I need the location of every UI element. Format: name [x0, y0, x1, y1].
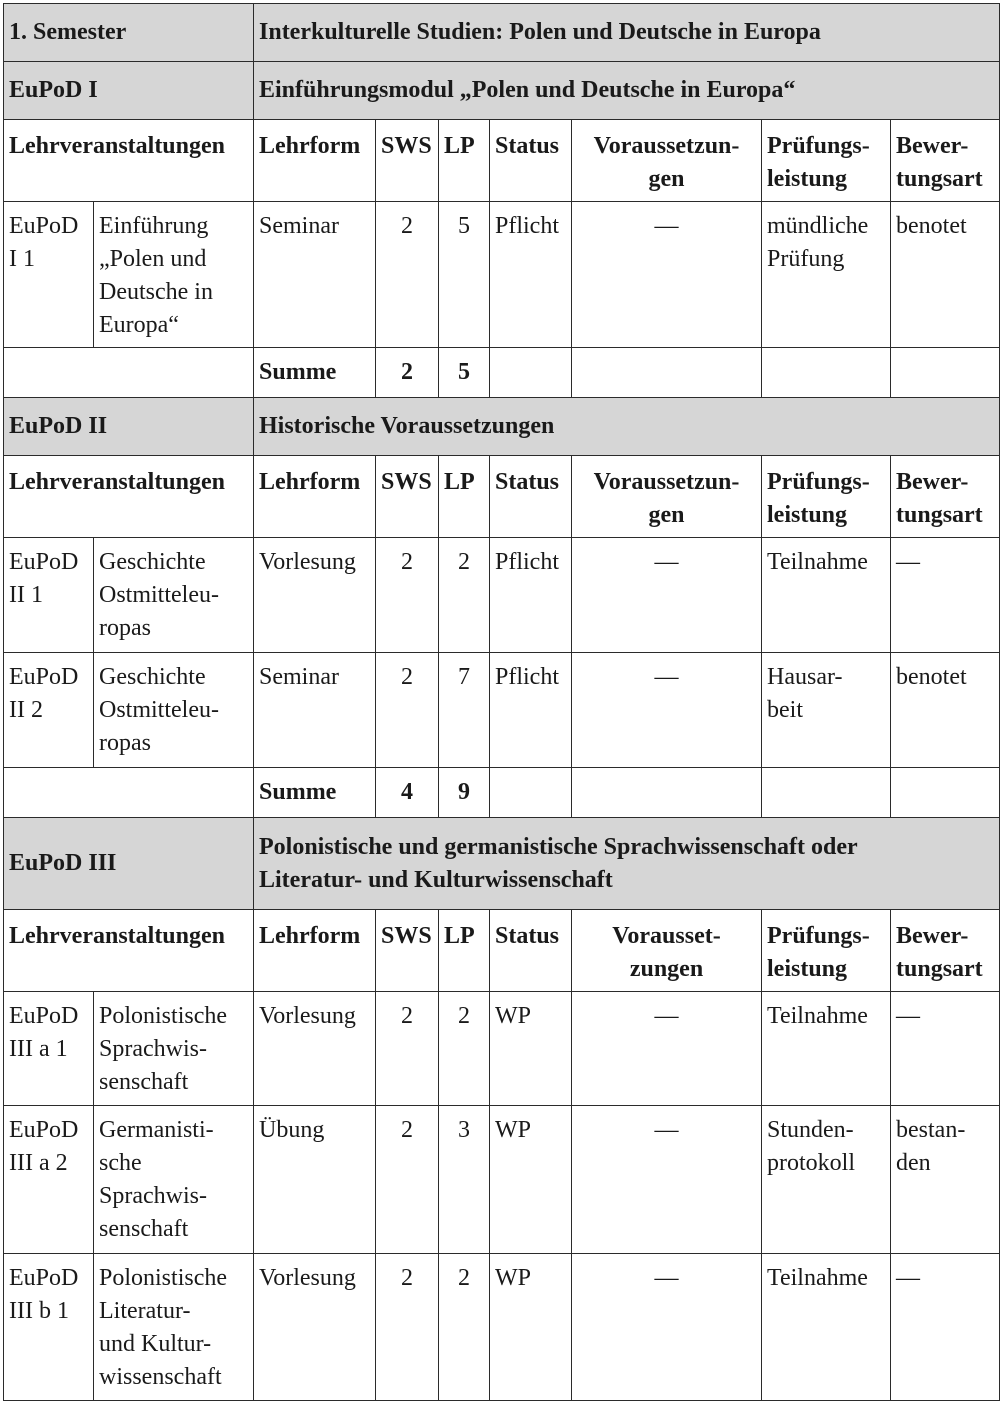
sum-empty	[891, 348, 1000, 398]
course-pruefungsleistung: mündliche Prüfung	[762, 202, 891, 348]
module-code: EuPoD I	[4, 62, 254, 120]
column-header-row	[4, 120, 1000, 202]
course-bewertungsart: —	[891, 992, 1000, 1106]
col-header-status: Status	[490, 456, 572, 538]
course-pruefungsleistung: Teilnahme	[762, 1254, 891, 1401]
sum-empty	[572, 768, 762, 818]
course-code: EuPoD III b 1	[4, 1254, 94, 1401]
semester-title: Interkulturelle Studien: Polen und Deutsche in Europa	[254, 4, 1000, 62]
course-status: WP	[490, 1106, 572, 1254]
course-name: Polonistische Literatur- und Kultur- wissenschaft	[94, 1254, 254, 1401]
col-header-status: Status	[490, 120, 572, 202]
col-header-voraussetzungen: Voraussetzun- gen	[572, 120, 762, 202]
module-title: Einführungsmodul „Polen und Deutsche in Europa“	[254, 62, 1000, 120]
sum-blank	[4, 768, 254, 818]
sum-lp: 9	[439, 768, 490, 818]
course-lehrform: Vorlesung	[254, 992, 376, 1106]
module-header-row	[4, 398, 1000, 456]
course-lp: 7	[439, 653, 490, 768]
sum-row	[4, 768, 1000, 818]
course-lp: 5	[439, 202, 490, 348]
column-header-row	[4, 456, 1000, 538]
course-sws: 2	[376, 653, 439, 768]
col-header-bewertungsart: Bewer- tungsart	[891, 456, 1000, 538]
col-header-sws: SWS	[376, 120, 439, 202]
course-lp: 3	[439, 1106, 490, 1254]
course-bewertungsart: bestan- den	[891, 1106, 1000, 1254]
course-lp: 2	[439, 992, 490, 1106]
table-row	[4, 538, 1000, 653]
sum-empty	[490, 768, 572, 818]
course-voraussetzungen: —	[572, 538, 762, 653]
course-lehrform: Vorlesung	[254, 538, 376, 653]
course-name: Geschichte Ostmitteleu- ropas	[94, 538, 254, 653]
col-header-lehrveranstaltungen: Lehrveranstaltungen	[4, 120, 254, 202]
sum-empty	[762, 768, 891, 818]
table-row	[4, 1106, 1000, 1254]
course-pruefungsleistung: Teilnahme	[762, 538, 891, 653]
col-header-voraussetzungen: Vorausset- zungen	[572, 910, 762, 992]
col-header-lehrveranstaltungen: Lehrveranstaltungen	[4, 910, 254, 992]
course-sws: 2	[376, 1106, 439, 1254]
table-row	[4, 992, 1000, 1106]
sum-row	[4, 348, 1000, 398]
col-header-sws: SWS	[376, 456, 439, 538]
sum-lp: 5	[439, 348, 490, 398]
col-header-bewertungsart: Bewer- tungsart	[891, 120, 1000, 202]
course-lp: 2	[439, 538, 490, 653]
col-header-lehrform: Lehrform	[254, 910, 376, 992]
course-lehrform: Seminar	[254, 653, 376, 768]
course-code: EuPoD III a 1	[4, 992, 94, 1106]
sum-sws: 4	[376, 768, 439, 818]
course-voraussetzungen: —	[572, 992, 762, 1106]
course-lehrform: Übung	[254, 1106, 376, 1254]
semester-header-row	[4, 4, 1000, 62]
course-code: EuPoD II 1	[4, 538, 94, 653]
course-name: Germanisti- sche Sprachwis- senschaft	[94, 1106, 254, 1254]
course-voraussetzungen: —	[572, 1254, 762, 1401]
module-title: Historische Voraussetzungen	[254, 398, 1000, 456]
col-header-lehrform: Lehrform	[254, 456, 376, 538]
course-sws: 2	[376, 992, 439, 1106]
sum-empty	[891, 768, 1000, 818]
course-bewertungsart: —	[891, 538, 1000, 653]
sum-empty	[490, 348, 572, 398]
course-pruefungsleistung: Teilnahme	[762, 992, 891, 1106]
sum-blank	[4, 348, 254, 398]
course-status: WP	[490, 992, 572, 1106]
col-header-lp: LP	[439, 456, 490, 538]
col-header-lp: LP	[439, 120, 490, 202]
semester-label: 1. Semester	[4, 4, 254, 62]
sum-empty	[762, 348, 891, 398]
sum-sws: 2	[376, 348, 439, 398]
col-header-lp: LP	[439, 910, 490, 992]
course-bewertungsart: benotet	[891, 653, 1000, 768]
col-header-pruefungsleistung: Prüfungs- leistung	[762, 910, 891, 992]
course-voraussetzungen: —	[572, 202, 762, 348]
course-code: EuPoD I 1	[4, 202, 94, 348]
course-name: Einführung „Polen und Deutsche in Europa“	[94, 202, 254, 348]
course-sws: 2	[376, 202, 439, 348]
course-sws: 2	[376, 538, 439, 653]
module-code: EuPoD II	[4, 398, 254, 456]
col-header-bewertungsart: Bewer- tungsart	[891, 910, 1000, 992]
course-bewertungsart: benotet	[891, 202, 1000, 348]
col-header-pruefungsleistung: Prüfungs- leistung	[762, 120, 891, 202]
course-status: Pflicht	[490, 653, 572, 768]
module-code: EuPoD III	[4, 818, 254, 910]
col-header-sws: SWS	[376, 910, 439, 992]
column-header-row	[4, 910, 1000, 992]
course-pruefungsleistung: Hausar- beit	[762, 653, 891, 768]
course-voraussetzungen: —	[572, 1106, 762, 1254]
course-status: Pflicht	[490, 538, 572, 653]
module-table	[3, 3, 1000, 1401]
module-header-row	[4, 62, 1000, 120]
course-lehrform: Seminar	[254, 202, 376, 348]
course-voraussetzungen: —	[572, 653, 762, 768]
table-row	[4, 1254, 1000, 1401]
course-pruefungsleistung: Stunden- protokoll	[762, 1106, 891, 1254]
table-row	[4, 202, 1000, 348]
sum-label: Summe	[254, 348, 376, 398]
table-row	[4, 653, 1000, 768]
course-bewertungsart: —	[891, 1254, 1000, 1401]
sum-label: Summe	[254, 768, 376, 818]
course-sws: 2	[376, 1254, 439, 1401]
course-name: Geschichte Ostmitteleu- ropas	[94, 653, 254, 768]
module-title: Polonistische und germanistische Sprachwissenschaft oder Literatur- und Kulturwissenschaft	[254, 818, 1000, 910]
col-header-status: Status	[490, 910, 572, 992]
module-header-row	[4, 818, 1000, 910]
col-header-lehrveranstaltungen: Lehrveranstaltungen	[4, 456, 254, 538]
course-lp: 2	[439, 1254, 490, 1401]
course-status: Pflicht	[490, 202, 572, 348]
col-header-voraussetzungen: Voraussetzun- gen	[572, 456, 762, 538]
col-header-lehrform: Lehrform	[254, 120, 376, 202]
course-lehrform: Vorlesung	[254, 1254, 376, 1401]
course-status: WP	[490, 1254, 572, 1401]
col-header-pruefungsleistung: Prüfungs- leistung	[762, 456, 891, 538]
sum-empty	[572, 348, 762, 398]
course-name: Polonistische Sprachwis- senschaft	[94, 992, 254, 1106]
course-code: EuPoD II 2	[4, 653, 94, 768]
course-code: EuPoD III a 2	[4, 1106, 94, 1254]
